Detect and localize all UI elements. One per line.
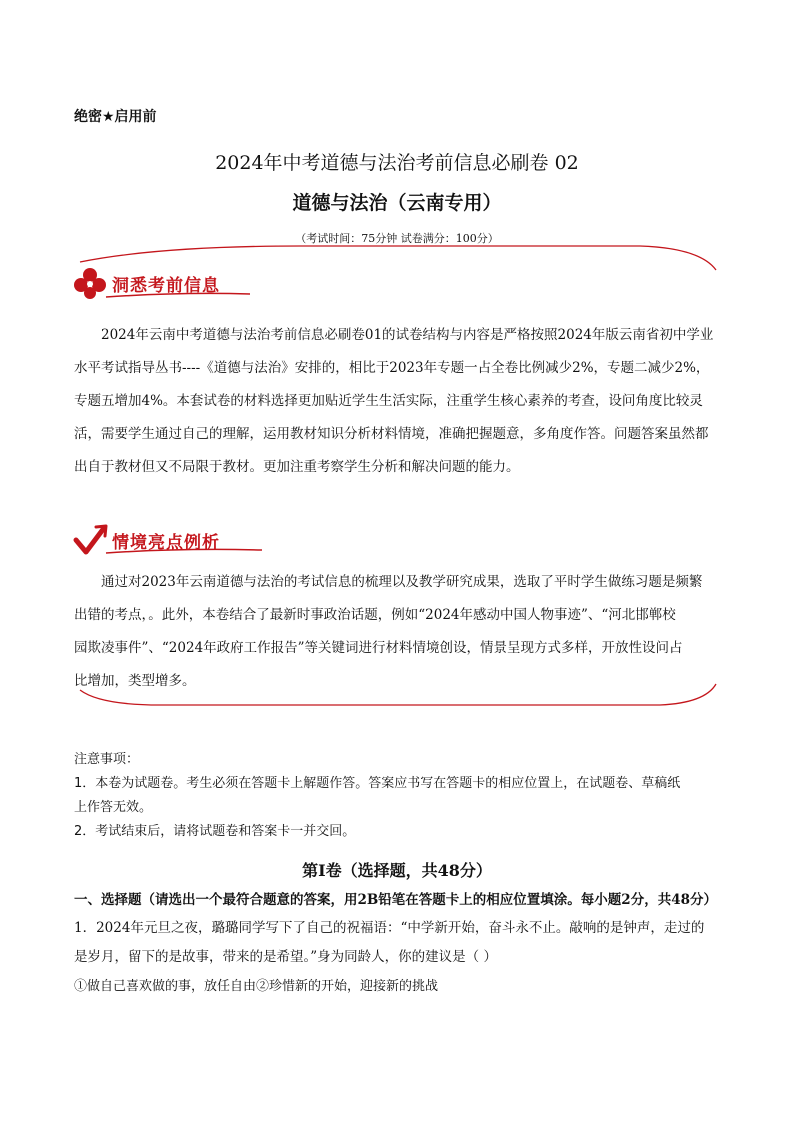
confidential-label: 绝密★启用前 [74, 109, 157, 125]
checkmark-arrow-icon [72, 522, 110, 558]
paragraph-line: 专题五增加4%。本套试卷的材料选择更加贴近学生生活实际，注重学生核心素养的考查，设问角度比较灵 [74, 393, 703, 409]
question-1 [74, 914, 724, 972]
section-instructions: 一、选择题（请选出一个最符合题意的答案，用2B铅笔在答题卡上的相应位置填涂。每小题2分，共48分） [74, 892, 717, 908]
paragraph-line: 2024年云南中考道德与法治考前信息必刷卷01的试卷结构与内容是严格按照2024年版云南省初中学业 [101, 327, 714, 343]
note-item: 上作答无效。 [74, 800, 153, 815]
note-item: 2．考试结束后，请将试题卷和答案卡一并交回。 [74, 824, 356, 839]
paragraph-line: 比增加，类型增多。 [74, 673, 196, 689]
note-item: 1．本卷为试题卷。考生必须在答题卡上解题作答。答案应书写在答题卡的相应位置上，在试题卷、草稿纸 [74, 776, 681, 791]
question-text-line: 1．2024年元旦之夜，璐璐同学写下了自己的祝福语：“中学新开始，奋斗永不止。敲响的是钟声，走过的 [74, 920, 705, 936]
paragraph-line: 出错的考点，。此外，本卷结合了最新时事政治话题，例如“2024年感动中国人物事迹”、“河北邯郸校 [74, 607, 676, 623]
page-title: 2024年中考道德与法治考前信息必刷卷 02 [215, 152, 579, 174]
paragraph-line: 活，需要学生通过自己的理解，运用教材知识分析材料情境，准确把握题意，多角度作答。问题答案虽然都 [74, 426, 709, 442]
section-heading-highlights: 情境亮点例析 [112, 533, 220, 553]
paragraph-line: 出自于教材但又不局限于教材。更加注重考察学生分析和解决问题的能力。 [74, 459, 520, 475]
question-1-options: ①做自己喜欢做的事，放任自由②珍惜新的开始，迎接新的挑战 [74, 979, 439, 994]
part-title: 第Ⅰ卷（选择题，共48分） [302, 861, 492, 880]
section-paragraph-exam-info [74, 319, 724, 484]
exam-info: （考试时间：75分钟 试卷满分：100分） [295, 232, 499, 245]
clover-flower-icon [72, 266, 108, 302]
paragraph-line: 水平考试指导丛书----《道德与法治》安排的，相比于2023年专题一占全卷比例减少2%，专题二减少2%， [74, 360, 710, 376]
question-text-line: 是岁月，留下的是故事，带来的是希望。”身为同龄人，你的建议是（ ） [74, 949, 497, 965]
paragraph-line: 园欺凌事件”、“2024年政府工作报告”等关键词进行材料情境创设，情景呈现方式多样，开放性设问占 [74, 640, 683, 656]
page-subtitle: 道德与法治（云南专用） [292, 192, 502, 214]
notes-title: 注意事项： [74, 752, 140, 767]
notes-block [74, 748, 734, 844]
section-heading-exam-info: 洞悉考前信息 [112, 276, 220, 296]
paragraph-line: 通过对2023年云南道德与法治的考试信息的梳理以及教学研究成果，选取了平时学生做练习题是频繁 [101, 574, 703, 590]
section-paragraph-highlights [74, 566, 724, 698]
